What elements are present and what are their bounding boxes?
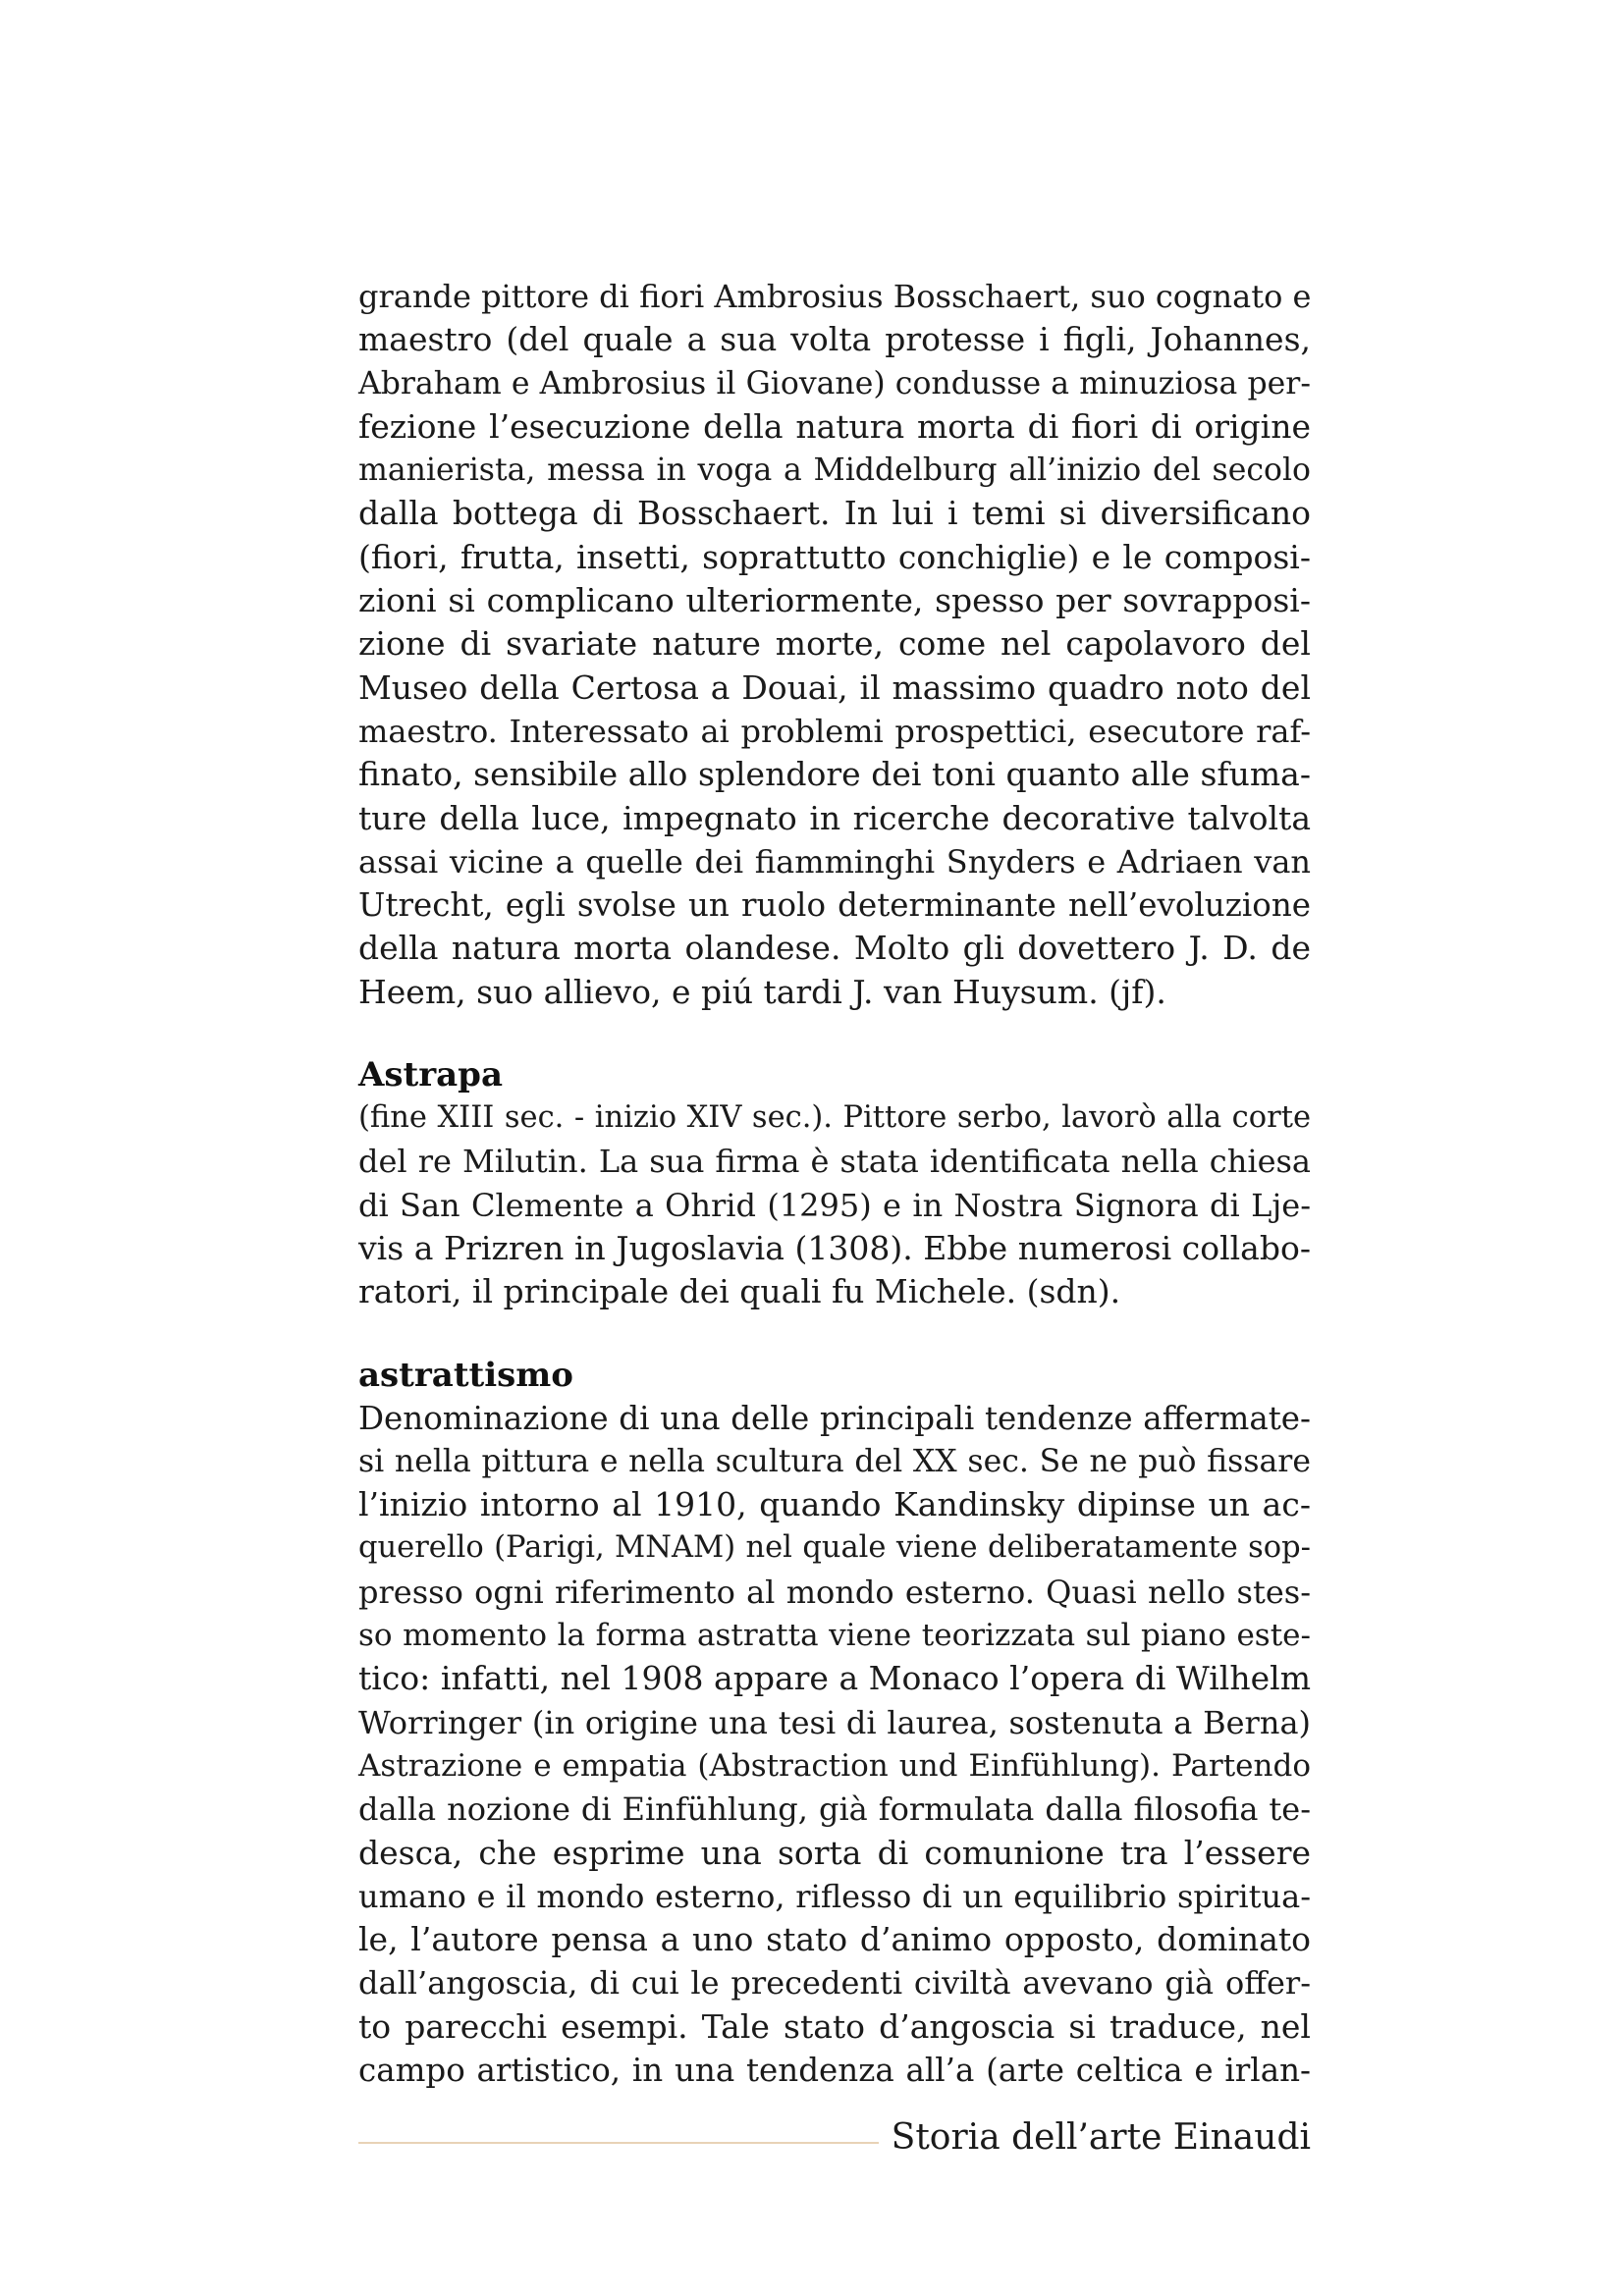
text-line: Heem, suo allievo, e piú tardi J. van Huysum. (jf).: [358, 972, 1166, 1011]
text-line: della natura morta olandese. Molto gli dovettero J. D. de: [358, 929, 1311, 968]
text-line: (fine XIII sec. - inizio XIV sec.). Pittore serbo, lavorò alla corte: [358, 1100, 1311, 1136]
text-line: tico: infatti, nel 1908 appare a Monaco l’opera di Wilhelm: [358, 1659, 1311, 1698]
text-line: finato, sensibile allo splendore dei toni quanto alle sfuma-: [358, 755, 1311, 794]
text-line: zioni si complicano ulteriormente, spesso per sovrapposi-: [358, 581, 1311, 620]
footer-title: Storia dell’arte Einaudi: [891, 2117, 1311, 2158]
text-line: zione di svariate nature morte, come nel capolavoro del: [358, 624, 1311, 664]
text-line: maestro (del quale a sua volta protesse i figli, Johannes,: [358, 320, 1311, 359]
text-line: fezione l’esecuzione della natura morta di fiori di origine: [358, 406, 1311, 446]
text-line: Museo della Certosa a Douai, il massimo quadro noto del: [358, 667, 1311, 707]
entry-astrattismo: [358, 1354, 1311, 2093]
text-line: Utrecht, egli svolse un ruolo determinante nell’evoluzione: [358, 886, 1311, 925]
text-line: presso ogni riferimento al mondo esterno. Quasi nello stes-: [358, 1573, 1311, 1611]
entry-heading: astrattismo: [358, 1355, 573, 1395]
text-line: dalla nozione di Einfühlung, già formulata dalla filosofia te-: [358, 1790, 1311, 1829]
text-line: desca, che esprime una sorta di comunione tra l’essere: [358, 1833, 1311, 1872]
text-line: ratori, il principale dei quali fu Michele. (sdn).: [358, 1272, 1121, 1311]
text-line: dalla bottega di Bosschaert. In lui i temi si diversificano: [358, 494, 1311, 533]
text-line: umano e il mondo esterno, riflesso di un equilibrio spiritua-: [358, 1877, 1311, 1915]
text-line: so momento la forma astratta viene teorizzata sul piano este-: [358, 1618, 1311, 1654]
text-line: Astrazione e empatia (Abstraction und Einfühlung). Partendo: [358, 1747, 1311, 1784]
text-line: vis a Prizren in Jugoslavia (1308). Ebbe numerosi collabo-: [358, 1228, 1311, 1267]
text-line: dall’angoscia, di cui le precedenti civiltà avevano già offer-: [358, 1964, 1311, 2002]
text-line: Worringer (in origine una tesi di laurea, sostenuta a Berna): [358, 1703, 1311, 1741]
text-line: maestro. Interessato ai problemi prospettici, esecutore raf-: [358, 712, 1311, 750]
footer-rule: [358, 2142, 879, 2144]
text-line: campo artistico, in una tendenza all’a (arte celtica e irlan-: [358, 2051, 1311, 2089]
text-line: to parecchi esempi. Tale stato d’angoscia si traduce, nel: [358, 2006, 1311, 2046]
text-line: Abraham e Ambrosius il Giovane) condusse a minuziosa per-: [358, 365, 1311, 401]
text-line: Denominazione di una delle principali tendenze affermate-: [358, 1399, 1311, 1437]
entry-astrapa: [358, 1053, 1311, 1313]
text-line: del re Milutin. La sua firma è stata identificata nella chiesa: [358, 1143, 1311, 1181]
text-line: ture della luce, impegnato in ricerche decorative talvolta: [358, 798, 1311, 837]
text-line: querello (Parigi, MNAM) nel quale viene deliberatamente sop-: [358, 1530, 1311, 1566]
text-line: le, l’autore pensa a uno stato d’animo opposto, dominato: [358, 1920, 1311, 1959]
text-line: manierista, messa in voga a Middelburg all’inizio del secolo: [358, 453, 1311, 489]
text-line: di San Clemente a Ohrid (1295) e in Nostra Signora di Lje-: [358, 1186, 1311, 1224]
entry-continuation: [358, 275, 1311, 1014]
text-column: [358, 275, 1311, 2092]
text-line: si nella pittura e nella scultura del XX sec. Se ne può fissare: [358, 1443, 1311, 1479]
text-line: l’inizio intorno al 1910, quando Kandinsky dipinse un ac-: [358, 1485, 1311, 1524]
entry-heading: Astrapa: [358, 1055, 503, 1095]
text-line: grande pittore di fiori Ambrosius Bosschaert, suo cognato e: [358, 278, 1312, 315]
text-line: assai vicine a quelle dei fiamminghi Snyders e Adriaen van: [358, 842, 1311, 881]
text-line: (fiori, frutta, insetti, soprattutto conchiglie) e le composi-: [358, 537, 1311, 576]
